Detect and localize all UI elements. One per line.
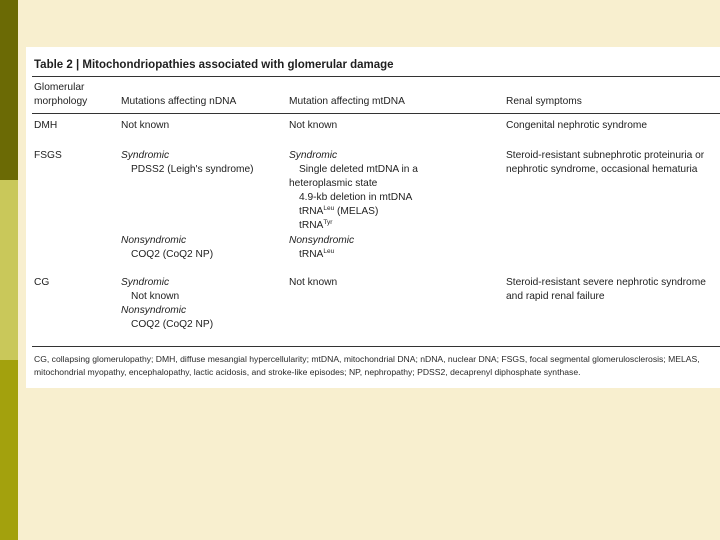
fsgs-mtdna-nonsyndromic-label: Nonsyndromic xyxy=(289,235,355,246)
header-morphology-line1: Glomerular xyxy=(34,82,85,93)
row-fsgs-mtdna xyxy=(289,149,418,233)
header-mtdna: Mutation affecting mtDNA xyxy=(289,96,405,107)
row-cg-mtdna: Not known xyxy=(289,277,338,288)
fsgs-mtdna-item1-line2: heteroplasmic state xyxy=(289,178,378,189)
fsgs-mtdna-nonsyndromic-base: tRNA xyxy=(299,249,324,260)
cg-ndna-syndromic-item: Not known xyxy=(131,291,180,302)
row-fsgs-symptoms xyxy=(506,149,704,177)
row-cg-morphology: CG xyxy=(34,277,50,288)
fsgs-mtdna-item3-base: tRNA xyxy=(299,206,324,217)
row-cg-symptoms xyxy=(506,276,706,304)
fsgs-mtdna-item3-rest: (MELAS) xyxy=(334,206,379,217)
top-rule xyxy=(32,76,720,77)
table-image xyxy=(26,47,720,388)
fsgs-mtdna-item4 xyxy=(289,219,418,233)
cg-symptoms-line1: Steroid-resistant severe nephrotic syndrome xyxy=(506,277,706,288)
row-dmh-ndna: Not known xyxy=(121,120,170,131)
cg-ndna-nonsyndromic-label: Nonsyndromic xyxy=(121,305,187,316)
row-fsgs-mtdna-nonsyndromic xyxy=(289,234,354,262)
fsgs-ndna-nonsyndromic-item: COQ2 (CoQ2 NP) xyxy=(131,249,214,260)
fsgs-mtdna-item3 xyxy=(289,205,418,219)
fsgs-ndna-syndromic-item: PDSS2 (Leigh's syndrome) xyxy=(131,164,254,175)
fsgs-mtdna-item1-line1: Single deleted mtDNA in a xyxy=(299,164,418,175)
row-fsgs-morphology: FSGS xyxy=(34,150,62,161)
cg-ndna-syndromic-label: Syndromic xyxy=(121,277,170,288)
header-ndna: Mutations affecting nDNA xyxy=(121,96,237,107)
footer-rule xyxy=(32,346,720,347)
fsgs-mtdna-nonsyndromic-item xyxy=(289,248,354,262)
fsgs-ndna-nonsyndromic-label: Nonsyndromic xyxy=(121,235,187,246)
row-fsgs-ndna xyxy=(121,149,254,177)
slide-sidebar xyxy=(0,0,18,540)
header-symptoms: Renal symptoms xyxy=(506,96,582,107)
fsgs-mtdna-syndromic-label: Syndromic xyxy=(289,150,338,161)
table-footnote: CG, collapsing glomerulopathy; DMH, diffuse mesangial hypercellularity; mtDNA, mitochondrial DNA; nDNA, nuclear DNA; FSGS, focal segmental glomerulosclerosis; MELAS, mitochondrial myopathy, encephalopathy, lactic acidosis, and stroke-like episodes; NP, nephropathy; PDSS2, decaprenyl diphosphate synthase. xyxy=(34,354,700,377)
sidebar-segment-top xyxy=(0,0,18,180)
row-fsgs-ndna-nonsyndromic xyxy=(121,234,213,262)
cg-ndna-nonsyndromic-item: COQ2 (CoQ2 NP) xyxy=(131,319,214,330)
header-morphology xyxy=(34,81,87,109)
sidebar-segment-middle xyxy=(0,180,18,360)
sidebar-segment-bottom xyxy=(0,360,18,540)
row-dmh-symptoms: Congenital nephrotic syndrome xyxy=(506,120,648,131)
row-dmh-morphology: DMH xyxy=(34,120,58,131)
fsgs-symptoms-line1: Steroid-resistant subnephrotic proteinuria or xyxy=(506,150,705,161)
fsgs-mtdna-nonsyndromic-sup: Leu xyxy=(323,248,335,255)
fsgs-mtdna-item3-sup: Leu xyxy=(323,205,335,212)
fsgs-mtdna-item4-base: tRNA xyxy=(299,220,324,231)
fsgs-ndna-syndromic-label: Syndromic xyxy=(121,150,170,161)
fsgs-mtdna-item4-sup: Tyr xyxy=(323,219,333,226)
row-dmh-mtdna: Not known xyxy=(289,120,338,131)
fsgs-mtdna-item2: 4.9-kb deletion in mtDNA xyxy=(299,192,413,203)
header-morphology-line2: morphology xyxy=(34,96,88,107)
header-rule xyxy=(32,113,720,114)
fsgs-symptoms-line2: nephrotic syndrome, occasional hematuria xyxy=(506,164,698,175)
table-caption: Table 2 | Mitochondriopathies associated with glomerular damage xyxy=(34,59,394,71)
cg-symptoms-line2: and rapid renal failure xyxy=(506,291,605,302)
row-cg-ndna xyxy=(121,276,213,332)
